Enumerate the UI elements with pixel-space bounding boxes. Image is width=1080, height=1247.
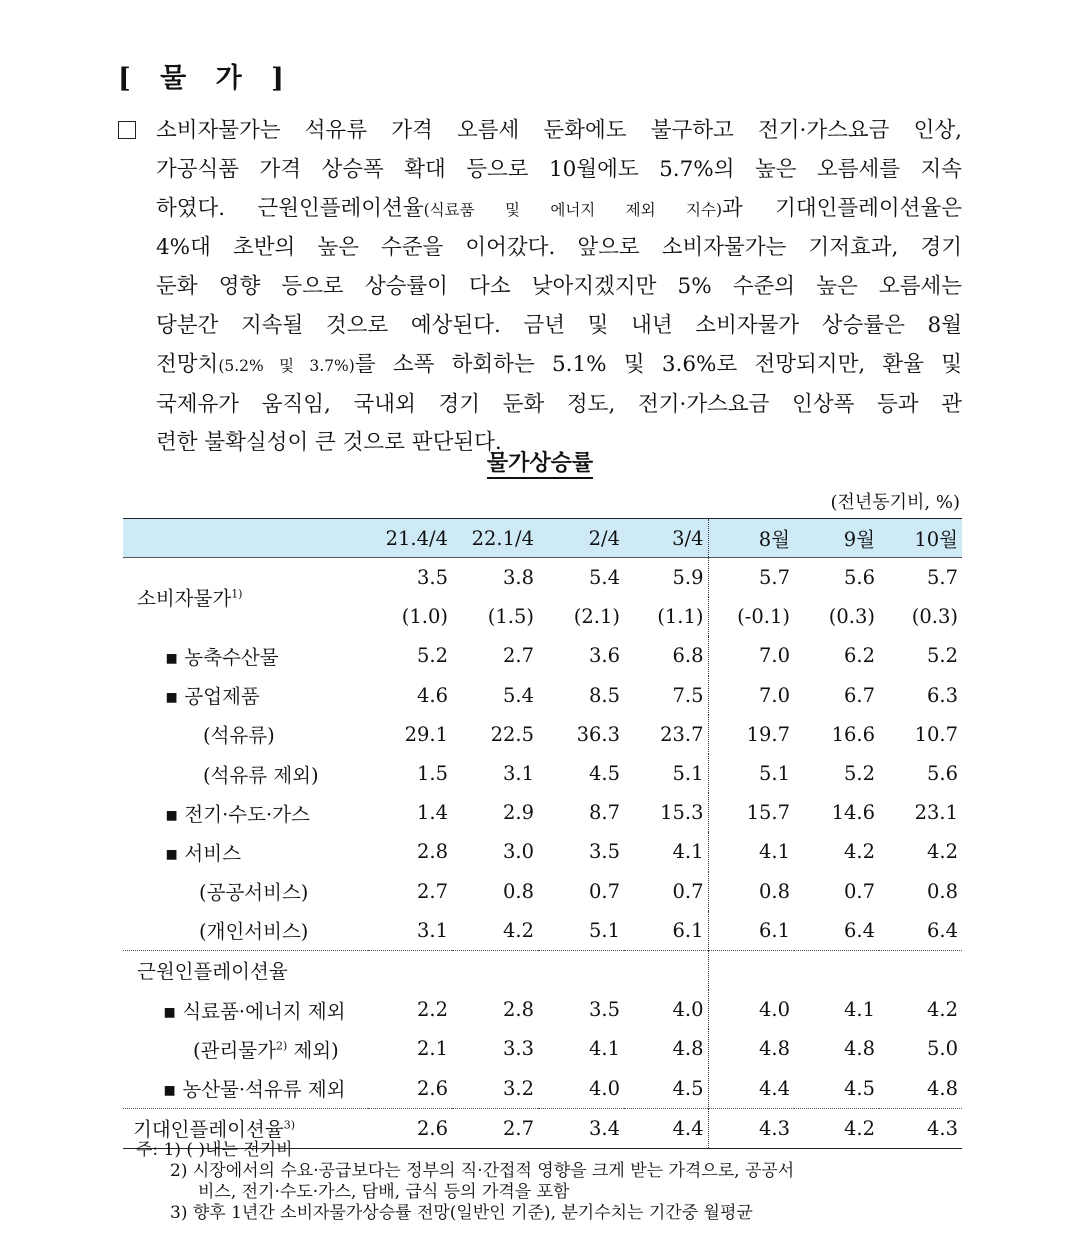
value-cell: 3.5 bbox=[416, 566, 448, 590]
value-cell: 2.2 bbox=[416, 998, 448, 1022]
value-cell: 3.1 bbox=[416, 918, 448, 942]
header-cell: 21.4/4 bbox=[368, 519, 452, 558]
value-cell: (0.3) bbox=[911, 605, 958, 629]
table-unit: (전년동기비, %) bbox=[830, 492, 960, 513]
value-cell: 10.7 bbox=[914, 722, 958, 746]
value-cell: 5.4 bbox=[588, 566, 620, 590]
value-cell: 4.5 bbox=[588, 762, 620, 786]
value-cell: 2.8 bbox=[502, 998, 534, 1022]
table-notes bbox=[136, 1140, 794, 1224]
value-cell: 4.8 bbox=[624, 1029, 708, 1068]
row-label: ▪ 서비스 bbox=[165, 841, 241, 865]
table-row bbox=[123, 715, 962, 754]
row-label: (석유류) bbox=[203, 724, 275, 748]
value-cell: 19.7 bbox=[746, 722, 790, 746]
note-line: 비스, 전기·수도·가스, 담배, 급식 등의 가격을 포함 bbox=[198, 1182, 570, 1202]
value-cell: 4.2 bbox=[926, 840, 958, 864]
value-cell: 5.0 bbox=[926, 1037, 958, 1061]
value-cell: 0.8 bbox=[502, 879, 534, 903]
value-cell: 1.5 bbox=[416, 762, 448, 786]
row-label: ▪ 전기·수도·가스 bbox=[165, 802, 310, 826]
row-label: (공공서비스) bbox=[199, 881, 309, 905]
value-cell: 7.0 bbox=[758, 644, 790, 668]
value-cell: 5.7 bbox=[926, 566, 958, 590]
value-cell: 3.1 bbox=[502, 762, 534, 786]
value-cell bbox=[368, 950, 452, 990]
value-cell: 4.1 bbox=[758, 840, 790, 864]
value-cell: 5.6 bbox=[926, 762, 958, 786]
value-cell: 2.6 bbox=[368, 1108, 452, 1148]
value-cell: 5.1 bbox=[588, 918, 620, 942]
value-cell: (1.0) bbox=[401, 605, 448, 629]
table-row bbox=[123, 754, 962, 793]
header-cell: 9월 bbox=[794, 519, 879, 558]
header-label-cell bbox=[123, 519, 368, 558]
value-cell: 4.2 bbox=[926, 998, 958, 1022]
value-cell bbox=[879, 950, 962, 990]
value-cell: 6.1 bbox=[624, 911, 708, 951]
value-cell bbox=[452, 950, 538, 990]
value-cell: 2.9 bbox=[502, 801, 534, 825]
row-label: ▪ 식료품·에너지 제외 bbox=[163, 999, 346, 1023]
value-cell: (0.3) bbox=[828, 605, 875, 629]
paragraph-line: 소비자물가는 석유류 가격 오름세 둔화에도 불구하고 전기·가스요금 인상, bbox=[156, 118, 962, 143]
value-cell: 6.4 bbox=[843, 918, 875, 942]
table-header-row bbox=[123, 519, 962, 558]
value-cell: 3.4 bbox=[538, 1108, 624, 1148]
value-cell: (2.1) bbox=[573, 605, 620, 629]
value-cell: 7.0 bbox=[758, 683, 790, 707]
row-label: 근원인플레이션율 bbox=[123, 950, 368, 990]
value-cell: 2.1 bbox=[416, 1037, 448, 1061]
value-cell: 3.5 bbox=[588, 998, 620, 1022]
row-label: ▪ 농산물·석유류 제외 bbox=[163, 1078, 346, 1102]
value-cell: 5.7 bbox=[758, 566, 790, 590]
value-cell: 4.1 bbox=[588, 1037, 620, 1061]
table-row bbox=[123, 558, 962, 598]
value-cell: 8.5 bbox=[588, 683, 620, 707]
value-cell: 8.7 bbox=[588, 801, 620, 825]
value-cell: 5.6 bbox=[843, 566, 875, 590]
value-cell: 2.7 bbox=[502, 644, 534, 668]
value-cell: 3.2 bbox=[502, 1076, 534, 1100]
table-row bbox=[123, 1068, 962, 1108]
header-cell: 22.1/4 bbox=[452, 519, 538, 558]
value-cell: 5.1 bbox=[758, 762, 790, 786]
value-cell: 4.5 bbox=[843, 1076, 875, 1100]
header-cell: 3/4 bbox=[624, 519, 708, 558]
value-cell: (-0.1) bbox=[737, 605, 790, 629]
value-cell: 29.1 bbox=[404, 722, 448, 746]
value-cell: 4.1 bbox=[624, 832, 708, 871]
note-line: 2) 시장에서의 수요·공급보다는 정부의 직·간접적 영향을 크게 받는 가격으로, 공공서 bbox=[170, 1161, 795, 1181]
paragraph-line: 둔화 영향 등으로 상승률이 다소 낮아지겠지만 5% 수준의 높은 오름세는 bbox=[156, 274, 962, 300]
value-cell: 5.4 bbox=[502, 683, 534, 707]
paragraph-line: 련한 불확실성이 큰 것으로 판단된다. bbox=[156, 430, 502, 456]
value-cell: 2.7 bbox=[452, 1108, 538, 1148]
value-cell: 2.7 bbox=[416, 879, 448, 903]
paragraph-line: 국제유가 움직임, 국내외 경기 둔화 정도, 전기·가스요금 인상폭 등과 관 bbox=[156, 391, 962, 417]
value-cell: 23.1 bbox=[914, 801, 958, 825]
table-row bbox=[123, 872, 962, 911]
value-cell: 36.3 bbox=[576, 722, 620, 746]
value-cell: 6.1 bbox=[758, 918, 790, 942]
header-cell: 8월 bbox=[708, 519, 794, 558]
table-row bbox=[123, 911, 962, 951]
value-cell: 0.7 bbox=[588, 879, 620, 903]
value-cell: 3.8 bbox=[502, 566, 534, 590]
value-cell: 5.9 bbox=[624, 558, 708, 598]
value-cell: 4.0 bbox=[624, 990, 708, 1029]
row-label: ▪ 공업제품 bbox=[165, 685, 260, 709]
value-cell: 4.0 bbox=[588, 1076, 620, 1100]
value-cell bbox=[794, 950, 879, 990]
value-cell: 23.7 bbox=[624, 715, 708, 754]
value-cell: 0.7 bbox=[624, 872, 708, 911]
row-label: (개인서비스) bbox=[199, 920, 309, 944]
value-cell: 6.4 bbox=[926, 918, 958, 942]
header-cell: 2/4 bbox=[538, 519, 624, 558]
value-cell bbox=[624, 950, 708, 990]
value-cell: 6.2 bbox=[843, 644, 875, 668]
value-cell: 4.6 bbox=[416, 683, 448, 707]
paragraph-line: 4%대 초반의 높은 수준을 이어갔다. 앞으로 소비자물가는 기저효과, 경기 bbox=[156, 235, 962, 261]
table-title: 물가상승률 bbox=[0, 446, 1080, 477]
value-cell: 4.3 bbox=[708, 1108, 794, 1148]
value-cell: 4.0 bbox=[758, 998, 790, 1022]
row-label: 소비자물가$^{1)}$ bbox=[137, 587, 243, 611]
value-cell: 0.7 bbox=[843, 879, 875, 903]
value-cell: 4.2 bbox=[794, 1108, 879, 1148]
header-cell: 10월 bbox=[879, 519, 962, 558]
table-row bbox=[123, 1029, 962, 1068]
value-cell: 4.8 bbox=[843, 1037, 875, 1061]
paragraph-line: 하였다. 근원인플레이션율(식료품 및 에너지 제외 지수)과 기대인플레이션율은 bbox=[156, 195, 962, 221]
row-label: (관리물가$^{2)}$ 제외) bbox=[193, 1038, 339, 1062]
value-cell: 4.4 bbox=[624, 1108, 708, 1148]
value-cell: 1.4 bbox=[416, 801, 448, 825]
value-cell: 14.6 bbox=[831, 801, 875, 825]
table-row bbox=[123, 832, 962, 871]
table-row bbox=[123, 676, 962, 715]
section-title: [ 물 가 ] bbox=[118, 63, 294, 94]
value-cell: 3.3 bbox=[502, 1037, 534, 1061]
row-label: (석유류 제외) bbox=[203, 763, 319, 787]
value-cell: 5.1 bbox=[624, 754, 708, 793]
value-cell: 4.2 bbox=[502, 918, 534, 942]
table-row bbox=[123, 950, 962, 990]
value-cell: 6.7 bbox=[843, 683, 875, 707]
value-cell: (1.5) bbox=[487, 605, 534, 629]
value-cell: 15.7 bbox=[746, 801, 790, 825]
note-line: 3) 향후 1년간 소비자물가상승률 전망(일반인 기준), 분기수치는 기간중 월평균 bbox=[170, 1203, 753, 1223]
paragraph-line: 전망치(5.2% 및 3.7%)를 소폭 하회하는 5.1% 및 3.6%로 전망되지만, 환율 및 bbox=[156, 351, 962, 377]
value-cell: 3.5 bbox=[588, 840, 620, 864]
value-cell: 22.5 bbox=[490, 722, 534, 746]
value-cell: 4.2 bbox=[843, 840, 875, 864]
value-cell bbox=[708, 950, 794, 990]
value-cell: 4.4 bbox=[758, 1076, 790, 1100]
value-cell: 0.8 bbox=[926, 879, 958, 903]
value-cell: 6.8 bbox=[624, 636, 708, 675]
value-cell: 15.3 bbox=[624, 793, 708, 832]
value-cell: 5.2 bbox=[926, 644, 958, 668]
value-cell: 4.1 bbox=[843, 998, 875, 1022]
value-cell: (1.1) bbox=[624, 597, 708, 636]
value-cell: 16.6 bbox=[831, 722, 875, 746]
table-row bbox=[123, 636, 962, 675]
paragraph-line: 당분간 지속될 것으로 예상된다. 금년 및 내년 소비자물가 상승률은 8월 bbox=[156, 312, 962, 338]
inflation-table bbox=[123, 518, 962, 1149]
row-label: 기대인플레이션율$^{3)}$ bbox=[123, 1108, 368, 1148]
value-cell: 2.6 bbox=[416, 1076, 448, 1100]
value-cell: 0.8 bbox=[758, 879, 790, 903]
value-cell: 2.8 bbox=[416, 840, 448, 864]
value-cell: 3.0 bbox=[502, 840, 534, 864]
value-cell: 5.2 bbox=[416, 644, 448, 668]
value-cell: 4.5 bbox=[624, 1068, 708, 1108]
checkbox-bullet bbox=[118, 121, 136, 139]
value-cell: 4.3 bbox=[879, 1108, 962, 1148]
value-cell: 5.2 bbox=[843, 762, 875, 786]
table-row bbox=[123, 793, 962, 832]
value-cell: 3.6 bbox=[588, 644, 620, 668]
value-cell: 7.5 bbox=[624, 676, 708, 715]
note-line: 주: 1) ( )내는 전기비 bbox=[136, 1140, 293, 1160]
value-cell: 4.8 bbox=[758, 1037, 790, 1061]
value-cell: 6.3 bbox=[926, 683, 958, 707]
row-label: ▪ 농축수산물 bbox=[165, 645, 279, 669]
summary-paragraph bbox=[118, 112, 962, 463]
table-row bbox=[123, 990, 962, 1029]
value-cell: 4.8 bbox=[926, 1076, 958, 1100]
paragraph-line: 가공식품 가격 상승폭 확대 등으로 10월에도 5.7%의 높은 오름세를 지속 bbox=[156, 156, 962, 182]
value-cell bbox=[538, 950, 624, 990]
